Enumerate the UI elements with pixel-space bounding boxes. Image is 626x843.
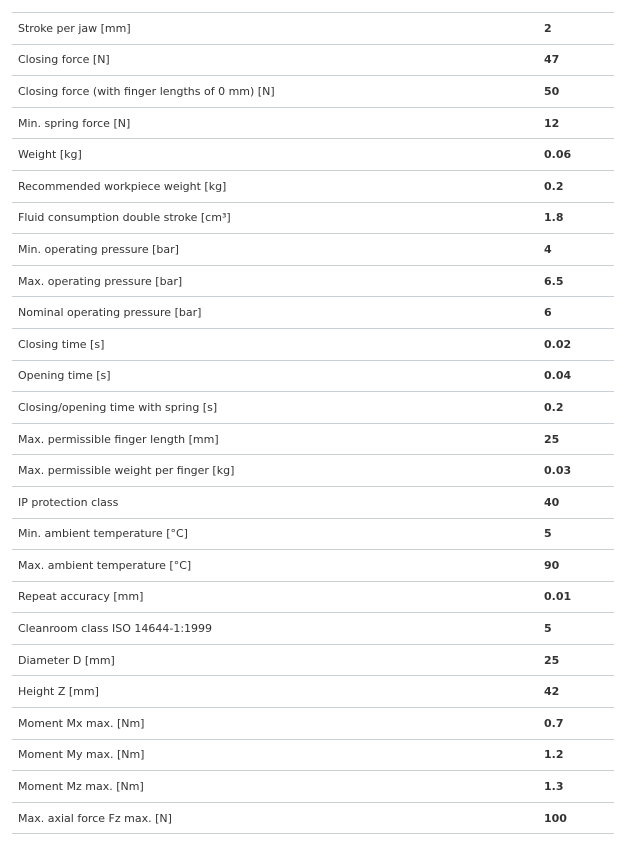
spec-label: Height Z [mm] (12, 676, 544, 708)
spec-label: Diameter D [mm] (12, 644, 544, 676)
spec-value: 47 (544, 44, 614, 76)
spec-row (12, 676, 614, 708)
spec-label: Min. spring force [N] (12, 107, 544, 139)
spec-label: Repeat accuracy [mm] (12, 581, 544, 613)
spec-row (12, 76, 614, 108)
spec-value: 2 (544, 13, 614, 45)
spec-value: 5 (544, 518, 614, 550)
spec-row (12, 613, 614, 645)
spec-value: 25 (544, 644, 614, 676)
spec-value: 0.2 (544, 392, 614, 424)
spec-row (12, 455, 614, 487)
spec-label: Moment Mz max. [Nm] (12, 771, 544, 803)
spec-value: 12 (544, 107, 614, 139)
spec-row (12, 518, 614, 550)
spec-label: Weight [kg] (12, 139, 544, 171)
spec-label: Max. operating pressure [bar] (12, 265, 544, 297)
spec-value: 25 (544, 423, 614, 455)
spec-row (12, 392, 614, 424)
spec-row (12, 265, 614, 297)
spec-value: 0.04 (544, 360, 614, 392)
spec-value: 40 (544, 486, 614, 518)
spec-value: 90 (544, 550, 614, 582)
spec-label: Max. ambient temperature [°C] (12, 550, 544, 582)
spec-label: Opening time [s] (12, 360, 544, 392)
spec-label: Closing force (with finger lengths of 0 mm) [N] (12, 76, 544, 108)
spec-row (12, 486, 614, 518)
spec-value: 0.2 (544, 170, 614, 202)
spec-value: 50 (544, 76, 614, 108)
spec-table (12, 12, 614, 834)
spec-label: Max. permissible finger length [mm] (12, 423, 544, 455)
spec-table-body (12, 13, 614, 834)
spec-row (12, 708, 614, 740)
spec-label: Min. ambient temperature [°C] (12, 518, 544, 550)
spec-label: Min. operating pressure [bar] (12, 234, 544, 266)
spec-label: Fluid consumption double stroke [cm³] (12, 202, 544, 234)
spec-row (12, 644, 614, 676)
spec-label: Stroke per jaw [mm] (12, 13, 544, 45)
spec-label: Moment Mx max. [Nm] (12, 708, 544, 740)
spec-row (12, 581, 614, 613)
spec-value: 1.2 (544, 739, 614, 771)
spec-row (12, 739, 614, 771)
spec-label: Closing force [N] (12, 44, 544, 76)
spec-row (12, 423, 614, 455)
spec-row (12, 328, 614, 360)
spec-value: 4 (544, 234, 614, 266)
spec-value: 1.3 (544, 771, 614, 803)
spec-label: Moment My max. [Nm] (12, 739, 544, 771)
spec-label: Recommended workpiece weight [kg] (12, 170, 544, 202)
spec-row (12, 297, 614, 329)
spec-row (12, 13, 614, 45)
spec-value: 100 (544, 802, 614, 834)
spec-value: 0.02 (544, 328, 614, 360)
spec-value: 6.5 (544, 265, 614, 297)
spec-label: Max. axial force Fz max. [N] (12, 802, 544, 834)
spec-row (12, 360, 614, 392)
spec-value: 0.03 (544, 455, 614, 487)
spec-value: 5 (544, 613, 614, 645)
spec-label: Max. permissible weight per finger [kg] (12, 455, 544, 487)
spec-label: Cleanroom class ISO 14644-1:1999 (12, 613, 544, 645)
spec-row (12, 802, 614, 834)
spec-value: 0.01 (544, 581, 614, 613)
spec-value: 42 (544, 676, 614, 708)
spec-label: Closing time [s] (12, 328, 544, 360)
spec-row (12, 202, 614, 234)
spec-value: 1.8 (544, 202, 614, 234)
spec-row (12, 107, 614, 139)
spec-value: 6 (544, 297, 614, 329)
spec-label: Closing/opening time with spring [s] (12, 392, 544, 424)
spec-row (12, 139, 614, 171)
spec-row (12, 234, 614, 266)
spec-label: Nominal operating pressure [bar] (12, 297, 544, 329)
spec-label: IP protection class (12, 486, 544, 518)
spec-row (12, 771, 614, 803)
spec-row (12, 44, 614, 76)
spec-value: 0.06 (544, 139, 614, 171)
spec-row (12, 550, 614, 582)
spec-value: 0.7 (544, 708, 614, 740)
spec-row (12, 170, 614, 202)
